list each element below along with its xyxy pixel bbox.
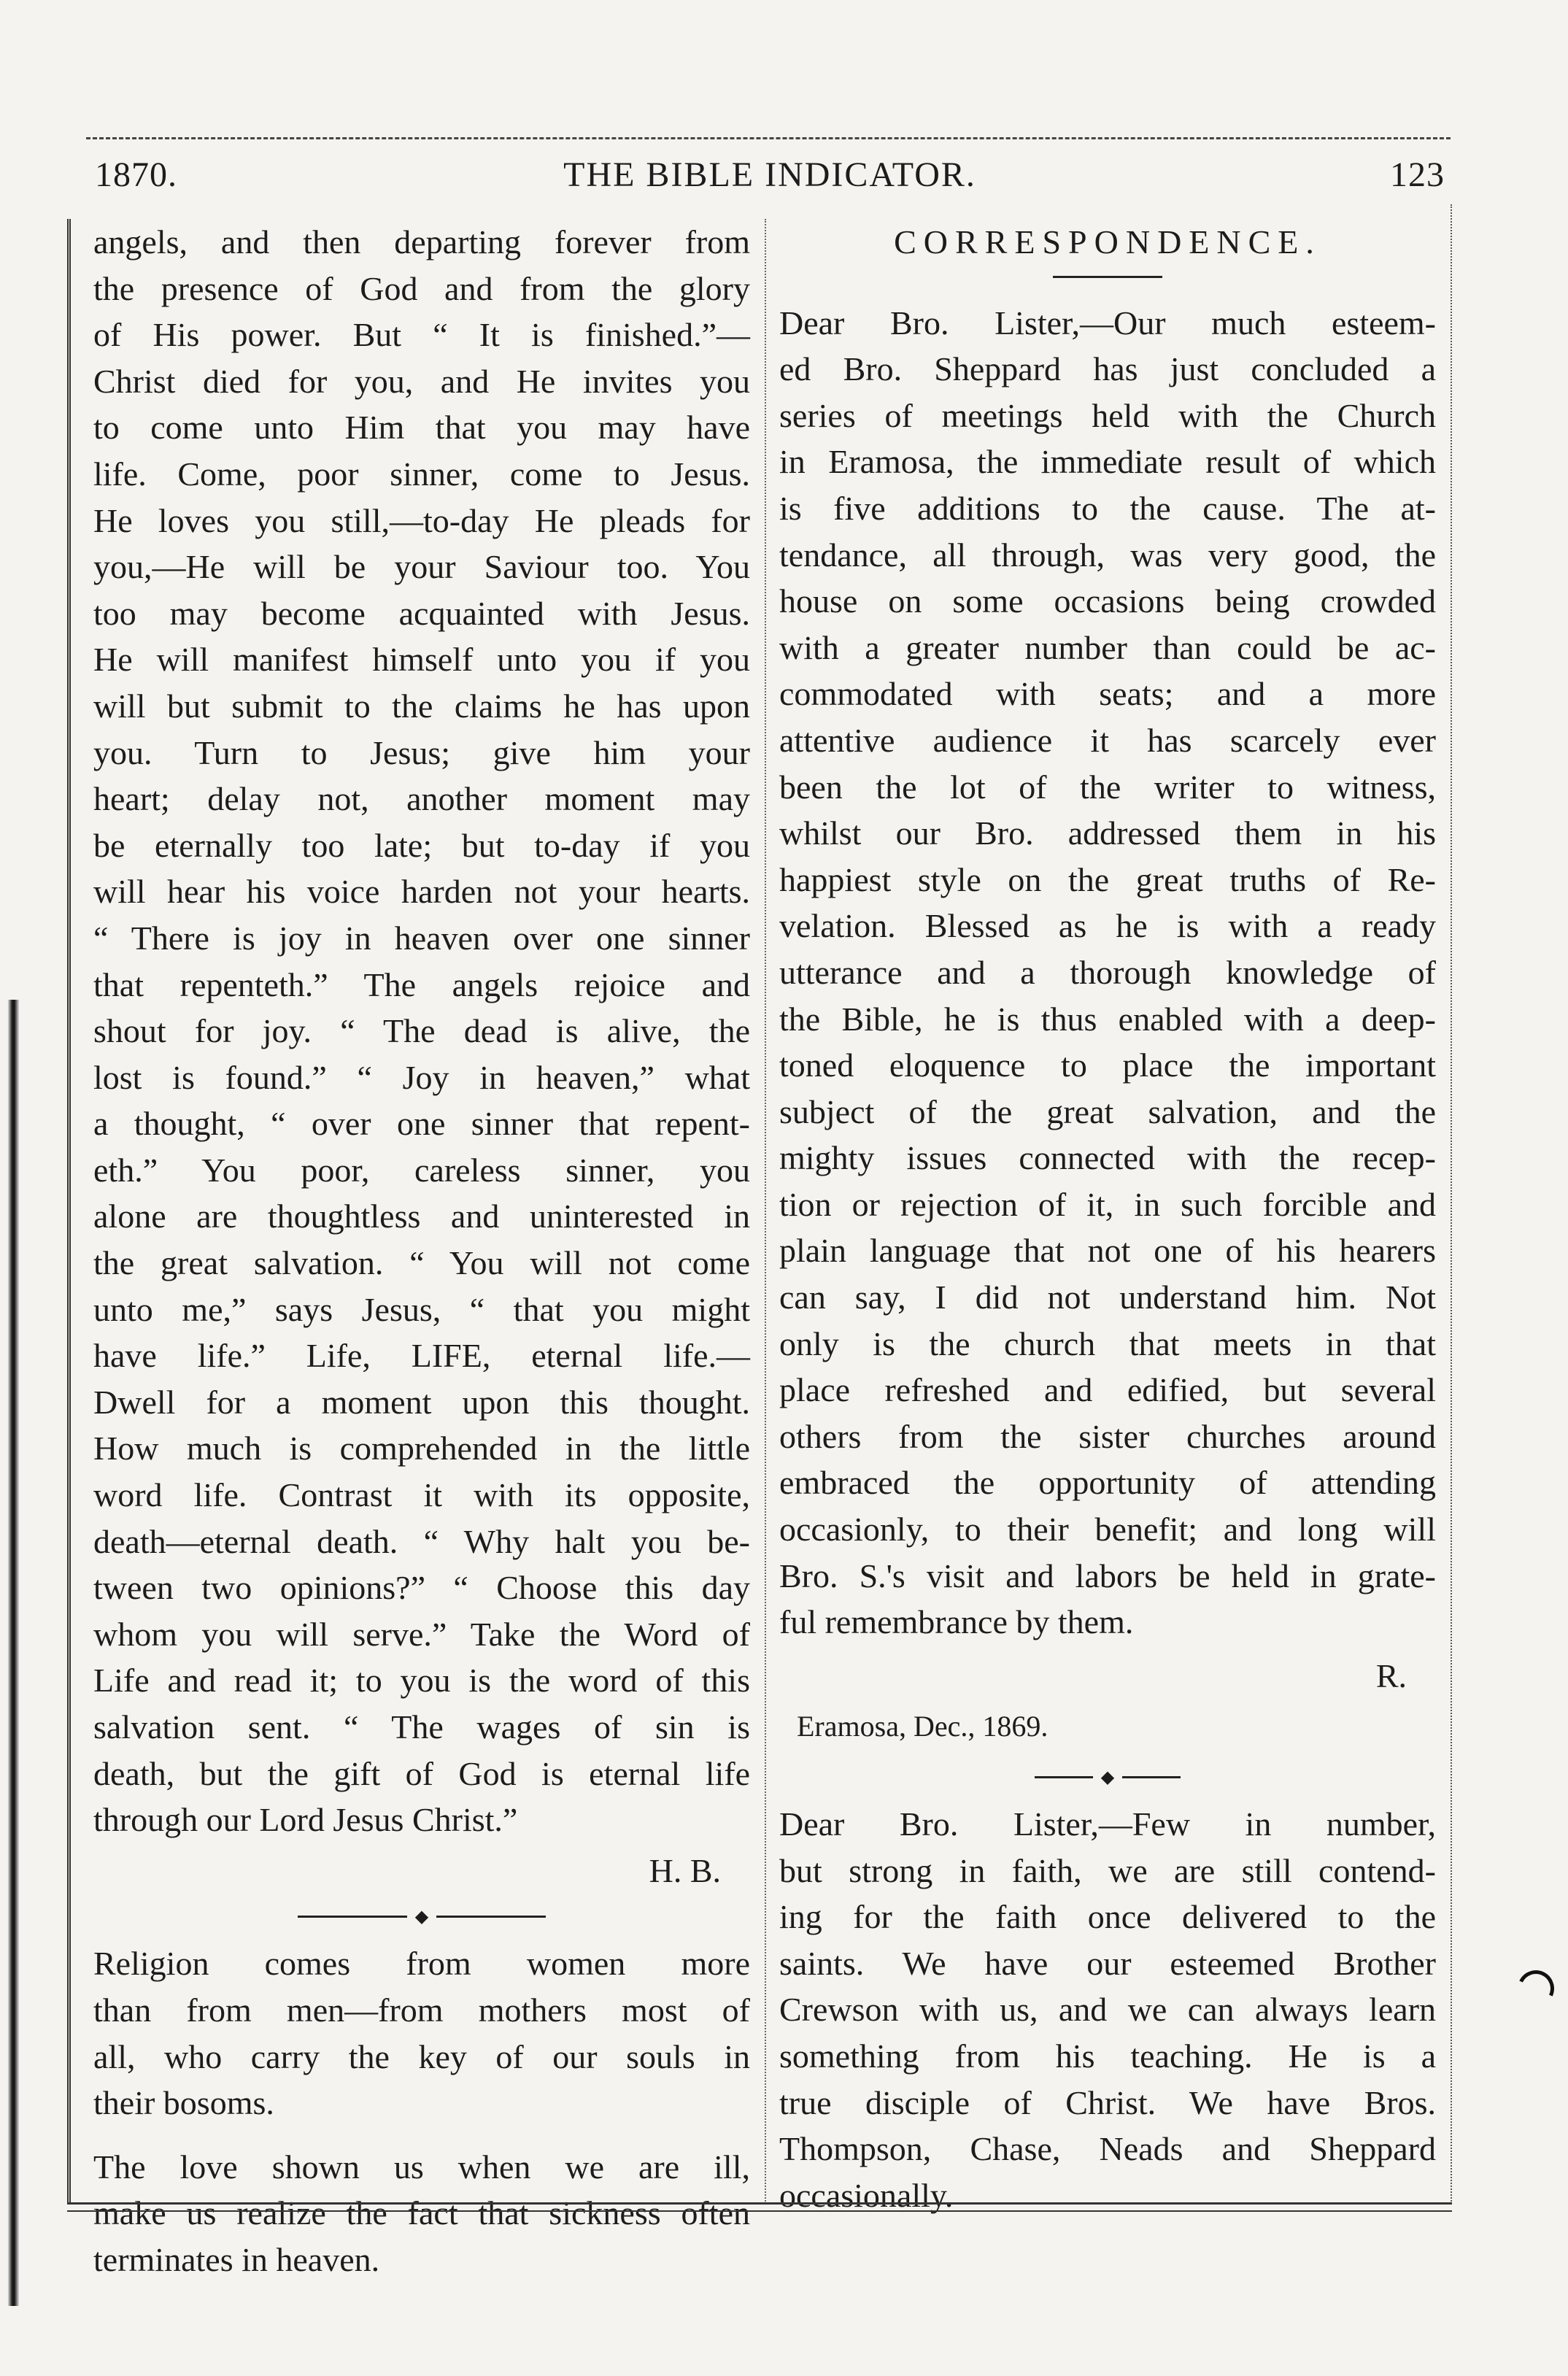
text-line: occasionly, to their benefit; and long will	[779, 1511, 1436, 1548]
text-line: tween two opinions?” “ Choose this day	[93, 1569, 750, 1607]
text-line: something from his teaching. He is a	[779, 2037, 1436, 2075]
text-line: Life and read it; to you is the word of this	[93, 1662, 750, 1700]
left-frame-rule	[67, 219, 71, 2204]
text-line: eth.” You poor, careless sinner, you	[93, 1151, 750, 1189]
letter-one-place-date: Eramosa, Dec., 1869.	[797, 1710, 1048, 1743]
text-line: velation. Blessed as he is with a ready	[779, 907, 1436, 945]
text-line: tendance, all through, was very good, the	[779, 536, 1436, 574]
correspondence-heading: CORRESPONDENCE.	[894, 223, 1321, 261]
text-line: ed Bro. Sheppard has just concluded a	[779, 350, 1436, 388]
text-line: through our Lord Jesus Christ.”	[93, 1801, 518, 1839]
text-line: He loves you still,—to-day He pleads for	[93, 501, 750, 539]
text-line: than from men—from mothers most of	[93, 1991, 750, 2029]
text-line: too may become acquainted with Jesus.	[93, 594, 750, 632]
text-line: house on some occasions being crowded	[779, 582, 1436, 620]
article-text	[93, 219, 750, 1843]
text-line: He will manifest himself unto you if you	[93, 641, 750, 679]
text-line: occasionally.	[779, 2176, 954, 2214]
binding-edge	[7, 1000, 19, 2306]
page-header	[95, 155, 1445, 213]
text-line: commodated with seats; and a more	[779, 675, 1436, 713]
text-line: angels, and then departing forever from	[93, 223, 750, 261]
text-line: lost is found.” “ Joy in heaven,” what	[93, 1058, 750, 1096]
top-rule	[86, 137, 1451, 139]
text-line: only is the church that meets in that	[779, 1324, 1436, 1362]
text-line: word life. Contrast it with its opposite,	[93, 1476, 750, 1514]
text-line: toned eloquence to place the important	[779, 1046, 1436, 1084]
letter-one-text	[779, 300, 1436, 1646]
text-line: been the lot of the writer to witness,	[779, 768, 1436, 806]
text-line: Dwell for a moment upon this thought.	[93, 1383, 750, 1421]
right-column	[779, 219, 1436, 2218]
text-line: that repenteth.” The angels rejoice and	[93, 965, 750, 1003]
left-column	[93, 219, 750, 2283]
text-line: saints. We have our esteemed Brother	[779, 1944, 1436, 1982]
divider-ornament: ◆	[407, 1910, 436, 1924]
text-line: attentive audience it has scarcely ever	[779, 721, 1436, 759]
text-line: Bro. S.'s visit and labors be held in grate-	[779, 1557, 1436, 1594]
text-line: have life.” Life, LIFE, eternal life.—	[93, 1337, 750, 1375]
text-line: utterance and a thorough knowledge of	[779, 953, 1436, 991]
text-line: heart; delay not, another moment may	[93, 780, 750, 818]
text-line: The love shown us when we are ill,	[93, 2148, 750, 2186]
text-line: a thought, “ over one sinner that repent-	[93, 1105, 750, 1143]
letter-one-signature: R.	[1375, 1656, 1407, 1694]
letter-divider	[1035, 1768, 1181, 1787]
right-frame-rule	[1451, 204, 1452, 2204]
text-line: unto me,” says Jesus, “ that you might	[93, 1290, 750, 1328]
header-title: THE BIBLE INDICATOR.	[563, 155, 976, 194]
text-line: whom you will serve.” Take the Word of	[93, 1615, 750, 1653]
text-line: Crewson with us, and we can always learn	[779, 1991, 1436, 2029]
text-line: the great salvation. “ You will not come	[93, 1244, 750, 1282]
heading-rule	[1053, 276, 1162, 278]
margin-mark-icon	[1513, 1965, 1559, 2012]
text-line: the presence of God and from the glory	[93, 269, 750, 307]
text-line: terminates in heaven.	[93, 2240, 380, 2278]
text-line: happiest style on the great truths of Re-	[779, 860, 1436, 898]
text-line: tion or rejection of it, in such forcible and	[779, 1185, 1436, 1223]
text-line: will but submit to the claims he has upon	[93, 687, 750, 725]
text-line: you. Turn to Jesus; give him your	[93, 733, 750, 771]
article-signature: H. B.	[649, 1851, 721, 1889]
text-line: Christ died for you, and He invites you	[93, 362, 750, 400]
text-line: is five additions to the cause. The at-	[779, 489, 1436, 527]
text-line: plain language that not one of his hearers	[779, 1232, 1436, 1270]
page-number: 123	[1390, 155, 1445, 194]
love-paragraph	[93, 2144, 750, 2283]
text-line: Dear Bro. Lister,—Few in number,	[779, 1805, 1436, 1843]
text-line: to come unto Him that you may have	[93, 409, 750, 447]
text-line: true disciple of Christ. We have Bros.	[779, 2083, 1436, 2121]
letter-divider-ornament: ◆	[1093, 1770, 1122, 1785]
text-line: death, but the gift of God is eternal life	[93, 1754, 750, 1792]
text-line: subject of the great salvation, and the	[779, 1092, 1436, 1130]
header-year: 1870.	[95, 155, 177, 194]
text-line: will hear his voice harden not your hearts.	[93, 873, 750, 911]
text-line: Thompson, Chase, Neads and Sheppard	[779, 2130, 1436, 2168]
text-line: mighty issues connected with the recep-	[779, 1139, 1436, 1177]
column-divider	[765, 219, 766, 2204]
text-line: “ There is joy in heaven over one sinner	[93, 919, 750, 957]
text-line: death—eternal death. “ Why halt you be-	[93, 1522, 750, 1560]
text-line: be eternally too late; but to-day if you	[93, 826, 750, 864]
text-line: Religion comes from women more	[93, 1945, 750, 1983]
bottom-rule	[67, 2202, 1452, 2212]
text-line: salvation sent. “ The wages of sin is	[93, 1708, 750, 1746]
text-line: alone are thoughtless and uninterested in	[93, 1197, 750, 1235]
text-line: shout for joy. “ The dead is alive, the	[93, 1012, 750, 1050]
text-line: in Eramosa, the immediate result of which	[779, 443, 1436, 481]
text-line: How much is comprehended in the little	[93, 1430, 750, 1467]
letter-two-text	[779, 1801, 1436, 2218]
text-line: Dear Bro. Lister,—Our much esteem-	[779, 304, 1436, 342]
text-line: with a greater number than could be ac-	[779, 628, 1436, 666]
text-line: can say, I did not understand him. Not	[779, 1278, 1436, 1316]
text-line: but strong in faith, we are still contend-	[779, 1851, 1436, 1889]
text-line: ful remembrance by them.	[779, 1603, 1134, 1641]
religion-paragraph	[93, 1940, 750, 2126]
text-line: you,—He will be your Saviour too. You	[93, 548, 750, 586]
text-line: whilst our Bro. addressed them in his	[779, 814, 1436, 852]
text-line: their bosoms.	[93, 2084, 274, 2122]
text-line: the Bible, he is thus enabled with a deep-	[779, 1000, 1436, 1038]
text-line: of His power. But “ It is finished.”—	[93, 316, 750, 354]
text-line: series of meetings held with the Church	[779, 396, 1436, 434]
text-line: life. Come, poor sinner, come to Jesus.	[93, 455, 750, 493]
text-line: others from the sister churches around	[779, 1417, 1436, 1455]
text-line: place refreshed and edified, but several	[779, 1371, 1436, 1409]
section-divider	[298, 1908, 546, 1927]
text-line: embraced the opportunity of attending	[779, 1464, 1436, 1502]
text-line: ing for the faith once delivered to the	[779, 1898, 1436, 1936]
text-line: all, who carry the key of our souls in	[93, 2037, 750, 2075]
text-line: make us realize the fact that sickness often	[93, 2194, 750, 2232]
